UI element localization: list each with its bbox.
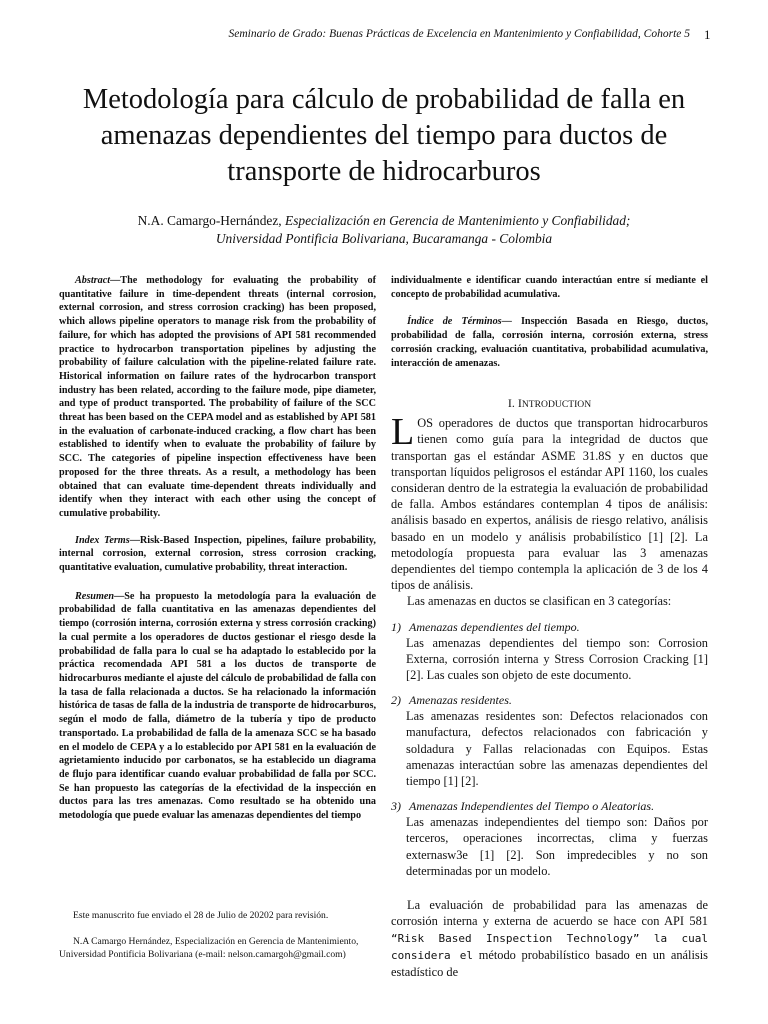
subsection-label: Amenazas Independientes del Tiempo o Aleatorias. <box>409 799 655 814</box>
section-heading-cap: I <box>517 396 522 411</box>
intro-paragraph <box>391 411 708 593</box>
abstract-text: —The methodology for evaluating the probability of quantitative failure in time-dependent threats (internal corrosion, external corrosion, and stress corrosion cracking) has been proposed, which allows pipeline operators to manage risk from the probability of failure, for which has adopted the provisions of API 581 recommended practice to hydrocarbon transportation pipelines by adjusting the probability of failure calculation with the pipeline-related failure rate. Historical information on failure rates of the hydrocarbon transport industry has been related, according to the failure mode, pipe diameter, and type of product transported. The probability of failure of the SCC threat has been based on the CEPA model and as established by API 581 in the evaluation of carbonate-induced cracking, a flow chart has been established to identify when to evaluate the probability of failure by SCC. The categories of pipeline inspection effectiveness have been proposed for the three threats. As a result, a methodology has been obtained that can evaluate time-dependent threats individually and identify when they interact with each other using the concept of cumulative probability. <box>59 275 376 519</box>
abstract-lead: Abstract <box>75 275 111 286</box>
resumen-lead: Resumen <box>75 590 115 602</box>
index-terms <box>59 534 376 575</box>
final-paragraph-mono: “Risk Based Inspection Technology” la cual considera el <box>391 931 708 962</box>
running-head: Seminario de Grado: Buenas Prácticas de Excelencia en Mantenimiento y Confiabilidad, Cohorte 5 <box>228 28 690 40</box>
subsection-heading-2 <box>391 693 708 708</box>
resumen <box>59 590 376 823</box>
subsection-label: Amenazas dependientes del tiempo. <box>409 619 580 634</box>
right-column <box>391 274 708 980</box>
subsection-body-3: Las amenazas independientes del tiempo son: Daños por terceros, operaciones incorrectas, clima y fuerzas externasw3e [1] [2]. Son impredecibles y no son determinadas por un modelo. <box>406 815 708 878</box>
page-number: 1 <box>704 27 711 42</box>
subsection-label: Amenazas residentes. <box>409 693 512 708</box>
resumen-continued: individualmente e identificar cuando interactúan entre sí mediante el concepto de probabilidad acumulativa. <box>391 275 708 300</box>
indice-lead: Índice de Términos <box>407 316 502 328</box>
author-line <box>40 212 728 230</box>
footnote-received: Este manuscrito fue enviado el 28 de Julio de 20202 para revisión. <box>73 910 329 921</box>
section-numeral: I. <box>507 396 515 411</box>
subsection-body-2: Las amenazas residentes son: Defectos relacionados con manufactura, defectos relacionados con fabricación y soldadura y Fallas relacionadas con Equipos. Estas amenazas interactúan sobre las amenazas dependientes del tiempo [1] [2]. <box>406 709 708 789</box>
intro-paragraph-2: Las amenazas en ductos se clasifican en 3 categorías: <box>407 594 672 609</box>
left-column <box>59 274 376 823</box>
author-affiliation-2: Universidad Pontificia Bolivariana, Bucaramanga - Colombia <box>215 231 553 246</box>
subsection-number: 3) <box>391 799 401 814</box>
subsection-number: 1) <box>391 619 401 634</box>
subsection-heading-3 <box>391 799 708 814</box>
final-paragraph <box>391 897 708 980</box>
subsection-heading-1 <box>391 620 708 635</box>
author-name: N.A. Camargo-Hernández, <box>137 213 282 228</box>
indice-terminos <box>391 315 708 370</box>
index-terms-lead: Index Terms <box>75 534 130 546</box>
indice-text: — Inspección Basada en Riesgo, ductos, probabilidad de falla, corrosión interna, corrosión externa, stress corrosión cracking, evaluación cuantitativa, probabilidad acumulativa, interacción de amenazas. <box>391 316 708 369</box>
drop-cap: L <box>391 411 415 454</box>
subsection-body-1: Las amenazas dependientes del tiempo son: Corrosion Externa, corrosión interna y Stress Corrosion Cracking [1] [2]. Las cuales son objeto de este documento. <box>406 635 708 683</box>
author-affiliation-1: Especialización en Gerencia de Mantenimiento y Confiabilidad; <box>285 213 631 228</box>
section-heading-rest: NTRODUCTION <box>521 399 592 411</box>
author-block <box>40 212 728 248</box>
paper-title: Metodología para cálculo de probabilidad de falla en amenazas dependientes del tiempo para ductos de transporte de hidrocarburos <box>82 84 686 187</box>
intro-text: operadores de ductos que transportan hidrocarburos tienen como guía para la integridad de ductos que transportan gas el estándar ASME 31.8S y en ductos que transportan líquidos peligrosos el estándar API 1160, los cuales consideran dentro de la estrategia la evaluación de probabilidad de falla. Ambos estándares contemplan 4 tipos de análisis: análisis basado en expertos, análisis de riesgo relativo, análisis basado en un modelo y análisis probabilístico [1] [2]. La metodología propuesta para evaluar las 3 amenazas dependientes del tiempo contempla la aplicación de 3 de los 4 tipos de análisis. <box>391 416 708 593</box>
footnote-author: N.A Camargo Hernández, Especialización en Gerencia de Mantenimiento, Universidad Pontificia Bolivariana (e-mail: nelson.camargoh@gmail.com) <box>59 936 359 960</box>
index-terms-text: —Risk-Based Inspection, pipelines, failure probability, internal corrosion, external corrosion, stress corrosion cracking, quantitative evaluation, cumulative probability, threat interaction. <box>59 534 376 574</box>
intro-first-word: OS <box>417 416 434 431</box>
section-heading-introduction <box>391 396 708 411</box>
subsection-number: 2) <box>391 693 401 708</box>
final-paragraph-end: método probabilístico basado en un análisis estadístico de <box>391 947 708 979</box>
final-paragraph-start: La evaluación de probabilidad para las amenazas de corrosión interna y externa de acuerdo se hace con API 581 <box>391 898 708 929</box>
abstract <box>59 274 376 521</box>
resumen-text: —Se ha propuesto la metodología para la evaluación de probabilidad de falla cuantitativa en las amenazas dependientes del tiempo (corrosión interna, corrosión externa y stress corrosión cracking) la cual permite a los operadores de ductos gestionar el riesgo desde la probabilidad de falla para lo cual se ha adaptado lo establecido por la práctica recomendada API 581 a los ductos de transporte de hidrocarburos mediante el ajuste del cálculo de probabilidad de falla con la tasa de falla relacionada a ductos. Se ha relacionado la información histórica de tasas de falla de la industria de transporte de hidrocarburos, según el modo de falla, diámetro de la tubería y tipo de producto transportado. La probabilidad de falla de la amenaza SCC se ha basado en el modelo de CEPA y a lo establecido por API 581 en la evaluación de agrietamiento inducido por carbonatos, se ha establecido un diagrama de flujo para identificar cuando evaluar probabilidad de falla por SCC. Se han propuesto las categorías de la efectividad de la inspección en ductos para las tres amenazas. Como resultado se ha obtenido una metodología que puede evaluar las amenazas dependientes del tiempo <box>59 590 376 822</box>
